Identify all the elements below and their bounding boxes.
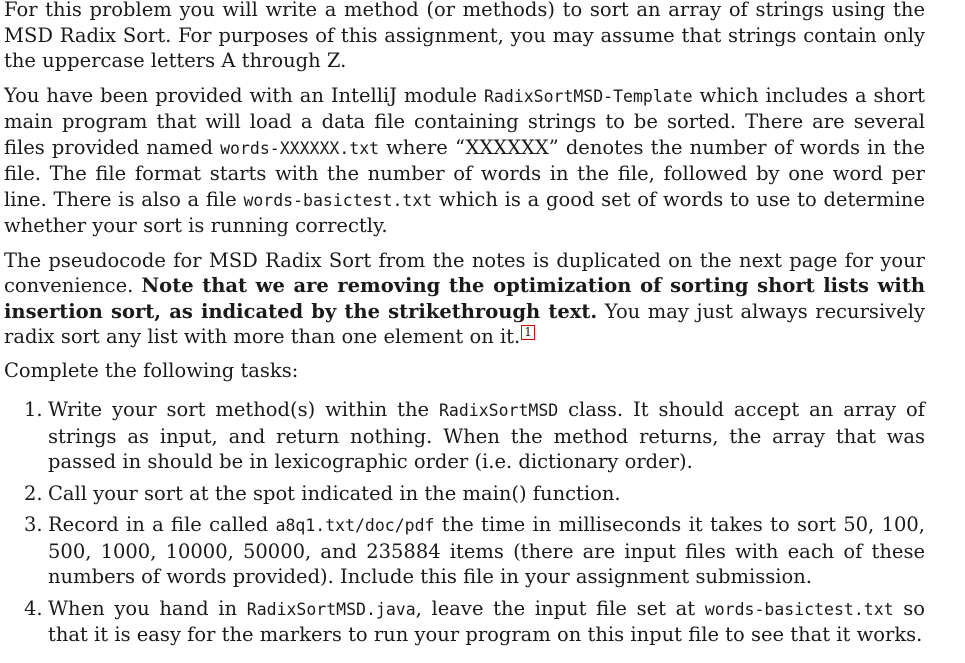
tasks-heading: [4, 358, 925, 384]
task-number: 3.: [24, 513, 43, 536]
module-name-code: RadixSortMSD-Template: [483, 86, 693, 106]
output-file-code: a8q1.txt/doc/pdf: [275, 516, 435, 535]
task-text: Record in a file called: [48, 513, 276, 536]
task-text: so that it is easy for the markers to run your program on this input file to see that it works.: [48, 596, 925, 646]
task-text: Write your sort method(s) within the: [48, 398, 439, 421]
pseudocode-text-a: The pseudocode for MSD Radix Sort from the notes is duplicated on the next page for your convenience.: [4, 248, 925, 297]
pseudocode-paragraph: [4, 248, 925, 350]
intro-paragraph: [4, 0, 925, 74]
input-file-code: words-basictest.txt: [704, 599, 894, 619]
task-number: 2.: [24, 481, 43, 505]
pseudocode-note-bold: Note that we are removing the optimization of sorting short lists with insertion sort, as indicated by the strikethrough text.: [4, 274, 926, 323]
intro-text: For this problem you will write a method (or methods) to sort an array of strings using the MSD Radix Sort. For purposes of this assignment, you may assume that strings contain only the uppercase letters A through Z.: [4, 0, 925, 72]
task-item-4: [4, 596, 925, 648]
task-text: class. It should accept an array of strings as input, and return nothing. When the method returns, the array that was passed in should be in lexicographic order (i.e. dictionary order).: [48, 398, 926, 473]
task-text: Call your sort at the spot indicated in the main() function.: [48, 481, 621, 505]
tasks-heading-text: Complete the following tasks:: [4, 358, 299, 382]
basictest-file-code: words-basictest.txt: [243, 190, 433, 210]
task-number: 4.: [24, 596, 43, 620]
pseudocode-text-b: You may just always recursively radix sort any list with more than one element on it.: [4, 299, 925, 348]
module-text-a: You have been provided with an IntelliJ module: [4, 83, 484, 107]
task-text: , leave the input file set at: [415, 596, 705, 620]
task-item-2: [4, 481, 925, 507]
module-text-c: where “XXXXXX” denotes the number of words in the file. The file format starts with the number of words in the file, followed by one word per line. There is also a file: [4, 135, 925, 211]
task-text: the time in milliseconds it takes to sort 50, 100, 500, 1000, 10000, 50000, and 235884 items (there are input files with each of these numbers of words provided). Include this file in your assignment submission.: [48, 513, 925, 588]
task-text: When you hand in: [48, 596, 247, 620]
footnote-link[interactable]: 1: [521, 325, 535, 340]
module-text-b: which includes a short main program that will load a data file containing strings to be sorted. There are several files provided named: [4, 83, 925, 159]
java-file-code: RadixSortMSD.java: [246, 599, 416, 619]
task-list: [4, 397, 925, 648]
data-file-pattern-code: words-XXXXXX.txt: [220, 138, 380, 158]
task-item-1: [4, 397, 925, 475]
module-text-d: which is a good set of words to use to determine whether your sort is running correctly.: [4, 187, 925, 237]
task-item-3: [4, 512, 925, 590]
task-number: 1.: [24, 398, 43, 421]
module-paragraph: [4, 83, 925, 239]
class-name-code: RadixSortMSD: [438, 401, 559, 420]
